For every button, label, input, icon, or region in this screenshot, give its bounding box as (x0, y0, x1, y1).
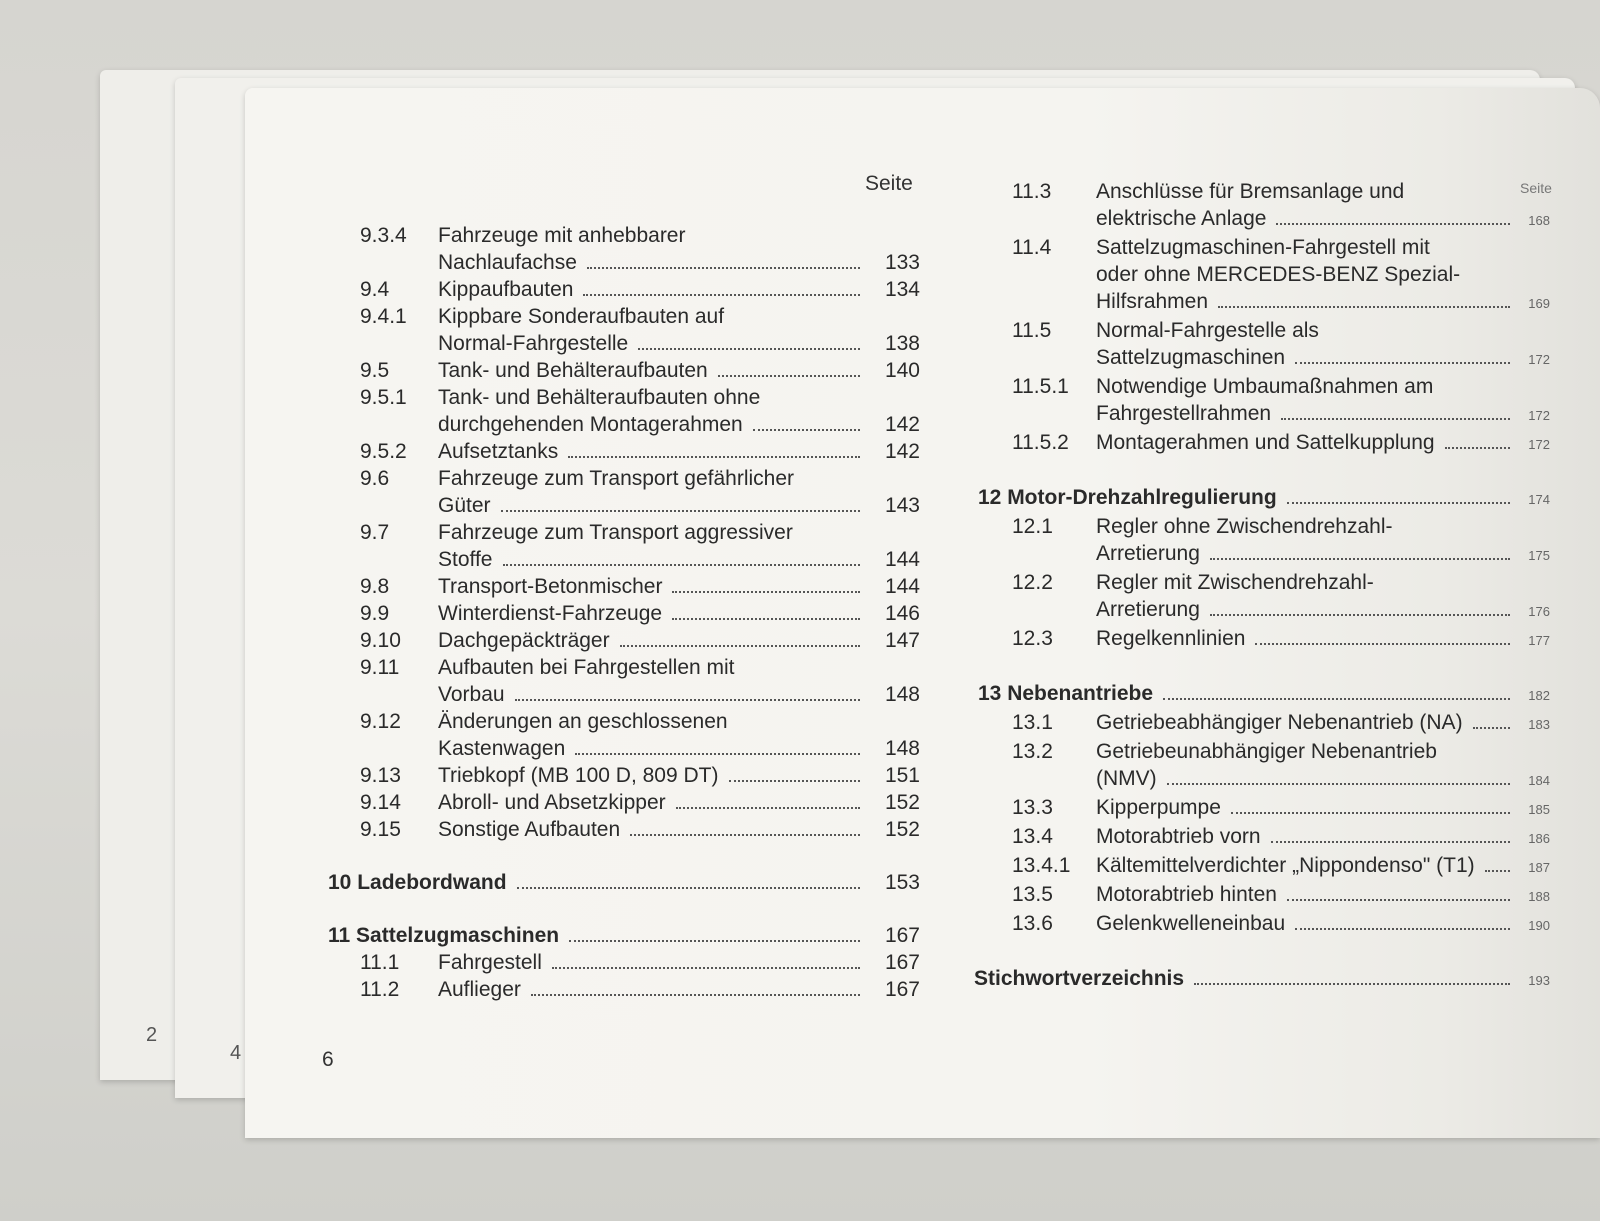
entry-text (360, 762, 920, 789)
toc-chapter-12-list (990, 513, 1550, 654)
page-ref: 144 (884, 548, 920, 571)
entry-line (438, 949, 920, 976)
entry-text (360, 627, 920, 654)
page-ref: 168 (1528, 213, 1550, 228)
entry-line (438, 976, 920, 1003)
page-ref: 186 (1528, 831, 1550, 846)
leader-dots (517, 887, 860, 889)
toc-entry (990, 881, 1550, 910)
entry-number: 9.7 (360, 521, 390, 544)
entry-text (360, 384, 920, 438)
entry-text (360, 465, 920, 519)
entry-text (360, 357, 920, 384)
leader-dots (515, 699, 860, 701)
entry-line (1096, 625, 1550, 654)
page-ref: 184 (1528, 773, 1550, 788)
entry-text (360, 303, 920, 357)
entry-title: Anschlüsse für Bremsanlage und (1096, 180, 1405, 203)
toc-entry (360, 627, 920, 654)
toc-entry (990, 709, 1550, 738)
entry-title: Triebkopf (MB 100 D, 809 DT) (438, 764, 719, 787)
leader-dots (620, 645, 860, 647)
page-ref: 176 (1528, 604, 1550, 619)
entry-number: 9.12 (360, 710, 401, 733)
toc-chapter-13 (978, 680, 1550, 709)
entry-title: Sonstige Aufbauten (438, 818, 621, 841)
leader-dots (1276, 223, 1510, 225)
leader-dots (1255, 643, 1510, 645)
entry-number: 11.1 (360, 951, 400, 974)
seite-label-left: Seite (865, 172, 913, 195)
entry-number: 12.2 (1012, 571, 1053, 594)
page-ref: 143 (884, 494, 920, 517)
entry-text (990, 794, 1550, 823)
toc-entry (360, 600, 920, 627)
entry-text (360, 789, 920, 816)
entry-line (438, 492, 920, 519)
entry-line (438, 249, 920, 276)
entry-line (438, 222, 920, 249)
entry-number: 9.14 (360, 791, 401, 814)
toc-entry (990, 625, 1550, 654)
page-ref: 188 (1528, 889, 1550, 904)
entry-text (990, 881, 1550, 910)
entry-number: 9.8 (360, 575, 390, 598)
entry-title: Arretierung (1096, 542, 1200, 565)
toc-entry (360, 276, 920, 303)
entry-line (438, 600, 920, 627)
leader-dots (587, 267, 860, 269)
entry-title: Aufbauten bei Fahrgestellen mit (438, 656, 735, 679)
entry-text (990, 513, 1550, 569)
page-ref: 167 (884, 978, 920, 1001)
entry-title: Fahrzeuge zum Transport aggressiver (438, 521, 793, 544)
entry-line (1096, 288, 1550, 317)
toc-chapter-13-list (990, 709, 1550, 939)
entry-text (360, 573, 920, 600)
entry-number: 11.5 (1012, 319, 1052, 342)
entry-title: Normal-Fahrgestelle (438, 332, 629, 355)
page-ref: 177 (1528, 633, 1550, 648)
toc-entry (360, 789, 920, 816)
entry-line (438, 519, 920, 546)
entry-text (990, 852, 1550, 881)
entry-text (360, 976, 920, 1003)
entry-number: 9.5 (360, 359, 390, 382)
leader-dots (503, 564, 861, 566)
entry-title: Dachgepäckträger (438, 629, 610, 652)
toc-entry (360, 976, 920, 1003)
seite-label-right: Seite (1520, 180, 1552, 196)
entry-line (1096, 513, 1550, 540)
entry-title: Montagerahmen und Sattelkupplung (1096, 431, 1435, 454)
leader-dots (1163, 698, 1510, 700)
page-ref: 175 (1528, 548, 1550, 563)
entry-text (990, 625, 1550, 654)
leader-dots (1295, 928, 1510, 930)
entry-text (360, 708, 920, 762)
entry-line (438, 546, 920, 573)
leader-dots (1218, 306, 1510, 308)
page-ref: 144 (884, 575, 920, 598)
entry-title: Sattelzugmaschinen (1096, 346, 1286, 369)
entry-number: 9.5.2 (360, 440, 407, 463)
toc-entry (360, 708, 920, 762)
entry-line (438, 708, 920, 735)
entry-text (990, 373, 1550, 429)
toc-entry (360, 222, 920, 276)
leader-dots (1287, 502, 1510, 504)
toc-left-column (328, 170, 920, 1003)
leader-dots (753, 429, 860, 431)
entry-number: 13.1 (1012, 711, 1053, 734)
entry-text (360, 816, 920, 843)
entry-title: Tank- und Behälteraufbauten ohne (438, 386, 761, 409)
entry-number: 13.6 (1012, 912, 1053, 935)
entry-title: Änderungen an geschlossenen (438, 710, 728, 733)
leader-dots (630, 834, 860, 836)
page-ref: 147 (884, 629, 920, 652)
leader-dots (1271, 841, 1510, 843)
entry-number: 9.3.4 (360, 224, 407, 247)
leader-dots (1445, 447, 1510, 449)
entry-line (438, 654, 920, 681)
entry-number: 9.9 (360, 602, 390, 625)
leader-dots (1210, 614, 1510, 616)
toc-chapter-11 (328, 922, 920, 949)
entry-line (1096, 569, 1550, 596)
leader-dots (1194, 983, 1510, 985)
entry-line (438, 303, 920, 330)
toc-entry (360, 438, 920, 465)
entry-line (1096, 344, 1550, 373)
chapter-title: 11 Sattelzugmaschinen (328, 924, 560, 947)
entry-text (990, 178, 1550, 234)
chapter-title: 13 Nebenantriebe (978, 682, 1154, 705)
entry-line (1096, 234, 1550, 261)
entry-line (438, 384, 920, 411)
entry-line (438, 465, 920, 492)
entry-number: 11.4 (1012, 236, 1052, 259)
toc-entry (360, 762, 920, 789)
entry-text (360, 519, 920, 573)
entry-number: 11.5.2 (1012, 431, 1069, 454)
entry-line (438, 357, 920, 384)
toc-right-column (974, 178, 1550, 994)
page-ref: 140 (884, 359, 920, 382)
page-ref: 138 (884, 332, 920, 355)
entry-line (438, 438, 920, 465)
entry-title: Fahrgestellrahmen (1096, 402, 1272, 425)
page-ref: 152 (884, 818, 920, 841)
entry-title: Kippbare Sonderaufbauten auf (438, 305, 725, 328)
entry-line (438, 627, 920, 654)
entry-line (1096, 178, 1550, 205)
leader-dots (718, 375, 860, 377)
leader-dots (552, 967, 860, 969)
page-ref: 142 (884, 440, 920, 463)
page-ref: 142 (884, 413, 920, 436)
entry-title: Motorabtrieb hinten (1096, 883, 1277, 906)
entry-text (990, 429, 1550, 458)
entry-text (360, 949, 920, 976)
toc-entry (990, 852, 1550, 881)
toc-entry (990, 910, 1550, 939)
page-ref: 172 (1528, 437, 1550, 452)
entry-title: Regler ohne Zwischendrehzahl- (1096, 515, 1393, 538)
entry-line (1096, 205, 1550, 234)
leader-dots (672, 591, 860, 593)
entry-text (360, 438, 920, 465)
entry-title: elektrische Anlage (1096, 207, 1267, 230)
leader-dots (1295, 362, 1510, 364)
entry-title: Kältemittelverdichter „Nippondenso" (T1) (1096, 854, 1475, 877)
entry-number: 9.5.1 (360, 386, 407, 409)
page-number: 6 (322, 1048, 334, 1071)
toc-entry (360, 465, 920, 519)
entry-number: 13.2 (1012, 740, 1053, 763)
page-ref: 134 (884, 278, 920, 301)
toc-entry (360, 357, 920, 384)
chapter-title: Stichwortverzeichnis (974, 967, 1185, 990)
leader-dots (568, 456, 860, 458)
entry-number: 9.15 (360, 818, 401, 841)
entry-number: 11.5.1 (1012, 375, 1069, 398)
leader-dots (1287, 899, 1510, 901)
toc-right-list (990, 178, 1550, 458)
page-ref: 148 (884, 737, 920, 760)
leader-dots (569, 940, 860, 942)
toc-entry (990, 429, 1550, 458)
leader-dots (575, 753, 860, 755)
leader-dots (1473, 727, 1510, 729)
entry-text (360, 222, 920, 276)
page-ref: 183 (1528, 717, 1550, 732)
leader-dots (501, 510, 860, 512)
entry-title: Aufsetztanks (438, 440, 559, 463)
toc-entry (360, 654, 920, 708)
entry-text (990, 910, 1550, 939)
entry-line (438, 816, 920, 843)
page-ref: 167 (884, 924, 920, 947)
toc-entry (990, 794, 1550, 823)
page-ref: 167 (884, 951, 920, 974)
entry-title: Güter (438, 494, 491, 517)
entry-line (1096, 765, 1550, 794)
page-ref: 151 (884, 764, 920, 787)
entry-line (1096, 317, 1550, 344)
entry-number: 13.3 (1012, 796, 1053, 819)
page-ref: 133 (884, 251, 920, 274)
toc-entry (360, 519, 920, 573)
entry-text (990, 823, 1550, 852)
entry-line (1096, 738, 1550, 765)
entry-title: Regler mit Zwischendrehzahl- (1096, 571, 1374, 594)
entry-line (438, 681, 920, 708)
entry-line (1096, 429, 1550, 458)
leader-dots (1167, 783, 1510, 785)
entry-line (438, 276, 920, 303)
entry-title: Transport-Betonmischer (438, 575, 663, 598)
entry-title: Arretierung (1096, 598, 1200, 621)
entry-title: Tank- und Behälteraufbauten (438, 359, 708, 382)
entry-title: Fahrzeuge mit anhebbarer (438, 224, 686, 247)
entry-number: 9.4.1 (360, 305, 407, 328)
leader-dots (638, 348, 860, 350)
entry-title: Fahrzeuge zum Transport gefährlicher (438, 467, 795, 490)
entry-title: Regelkennlinien (1096, 627, 1246, 650)
toc-entry (990, 513, 1550, 569)
entry-title: Kippaufbauten (438, 278, 574, 301)
entry-line (438, 330, 920, 357)
entry-title: Hilfsrahmen (1096, 290, 1209, 313)
entry-line (1096, 261, 1550, 288)
toc-entry (990, 569, 1550, 625)
entry-number: 9.13 (360, 764, 401, 787)
entry-number: 12.1 (1012, 515, 1053, 538)
page-ref: 153 (884, 871, 920, 894)
entry-line (1096, 823, 1550, 852)
page-ref: 152 (884, 791, 920, 814)
entry-text (360, 276, 920, 303)
entry-title: Nachlaufachse (438, 251, 577, 274)
leader-dots (1485, 870, 1510, 872)
entry-number: 12.3 (1012, 627, 1053, 650)
page-ref: 172 (1528, 352, 1550, 367)
back-page-number: 2 (146, 1024, 158, 1046)
entry-line (438, 573, 920, 600)
toc-entry (360, 816, 920, 843)
chapter-title: 12 Motor-Drehzahlregulierung (978, 486, 1277, 509)
entry-title: Abroll- und Absetzkipper (438, 791, 666, 814)
entry-number: 9.10 (360, 629, 401, 652)
entry-title: Kipperpumpe (1096, 796, 1221, 819)
page-ref: 187 (1528, 860, 1550, 875)
entry-number: 13.4.1 (1012, 854, 1071, 877)
leader-dots (1231, 812, 1510, 814)
entry-text (990, 709, 1550, 738)
entry-title: Normal-Fahrgestelle als (1096, 319, 1319, 342)
entry-text (990, 234, 1550, 317)
page-ref: 146 (884, 602, 920, 625)
toc-entry (990, 373, 1550, 429)
entry-title: Sattelzugmaschinen-Fahrgestell mit (1096, 236, 1430, 259)
page-ref: 185 (1528, 802, 1550, 817)
entry-line (1096, 881, 1550, 910)
entry-number: 13.5 (1012, 883, 1053, 906)
leader-dots (672, 618, 860, 620)
page-ref: 190 (1528, 918, 1550, 933)
entry-text (360, 654, 920, 708)
entry-number: 9.6 (360, 467, 390, 490)
leader-dots (583, 294, 860, 296)
toc-chapter-12 (978, 484, 1550, 513)
chapter-title: 10 Ladebordwand (328, 871, 507, 894)
entry-text (990, 738, 1550, 794)
entry-title: Notwendige Umbaumaßnahmen am (1096, 375, 1434, 398)
entry-line (438, 735, 920, 762)
toc-entry (990, 317, 1550, 373)
back-page-number: 4 (230, 1042, 242, 1064)
entry-number: 9.4 (360, 278, 390, 301)
entry-title: Kastenwagen (438, 737, 566, 760)
entry-text (360, 600, 920, 627)
toc-entry (360, 573, 920, 600)
entry-line (1096, 596, 1550, 625)
page-ref: 182 (1528, 688, 1550, 703)
entry-number: 13.4 (1012, 825, 1053, 848)
entry-line (438, 411, 920, 438)
entry-line (1096, 794, 1550, 823)
page-ref: 174 (1528, 492, 1550, 507)
entry-title: Getriebeunabhängiger Nebenantrieb (1096, 740, 1437, 763)
entry-line (1096, 852, 1550, 881)
entry-title: Stoffe (438, 548, 493, 571)
entry-text (990, 569, 1550, 625)
entry-line (1096, 540, 1550, 569)
toc-entry (990, 178, 1550, 234)
toc-chapter-11-list (360, 949, 920, 1003)
entry-title: Fahrgestell (438, 951, 542, 974)
toc-entry (360, 949, 920, 976)
entry-title: Gelenkwelleneinbau (1096, 912, 1286, 935)
entry-line (1096, 709, 1550, 738)
toc-entry (990, 823, 1550, 852)
toc-entry (990, 738, 1550, 794)
entry-number: 11.3 (1012, 180, 1052, 203)
entry-line (1096, 910, 1550, 939)
entry-title: (NMV) (1096, 767, 1157, 790)
entry-title: Winterdienst-Fahrzeuge (438, 602, 663, 625)
page-ref: 172 (1528, 408, 1550, 423)
leader-dots (676, 807, 860, 809)
leader-dots (531, 994, 860, 996)
toc-index (974, 965, 1550, 994)
toc-entry (990, 234, 1550, 317)
leader-dots (1281, 418, 1510, 420)
leader-dots (1210, 558, 1510, 560)
entry-line (438, 762, 920, 789)
page-ref: 193 (1528, 973, 1550, 988)
entry-title: Vorbau (438, 683, 505, 706)
entry-text (990, 317, 1550, 373)
toc-left-list (360, 222, 920, 843)
toc-entry (360, 303, 920, 357)
entry-title: Motorabtrieb vorn (1096, 825, 1261, 848)
toc-chapter-10 (328, 869, 920, 896)
entry-title: Getriebeabhängiger Nebenantrieb (NA) (1096, 711, 1463, 734)
entry-number: 9.11 (360, 656, 400, 679)
entry-line (438, 789, 920, 816)
page-ref: 148 (884, 683, 920, 706)
entry-title: durchgehenden Montagerahmen (438, 413, 743, 436)
entry-number: 11.2 (360, 978, 400, 1001)
page-ref: 169 (1528, 296, 1550, 311)
leader-dots (729, 780, 861, 782)
entry-title: oder ohne MERCEDES-BENZ Spezial- (1096, 263, 1461, 286)
entry-title: Auflieger (438, 978, 521, 1001)
entry-line (1096, 373, 1550, 400)
toc-entry (360, 384, 920, 438)
entry-line (1096, 400, 1550, 429)
